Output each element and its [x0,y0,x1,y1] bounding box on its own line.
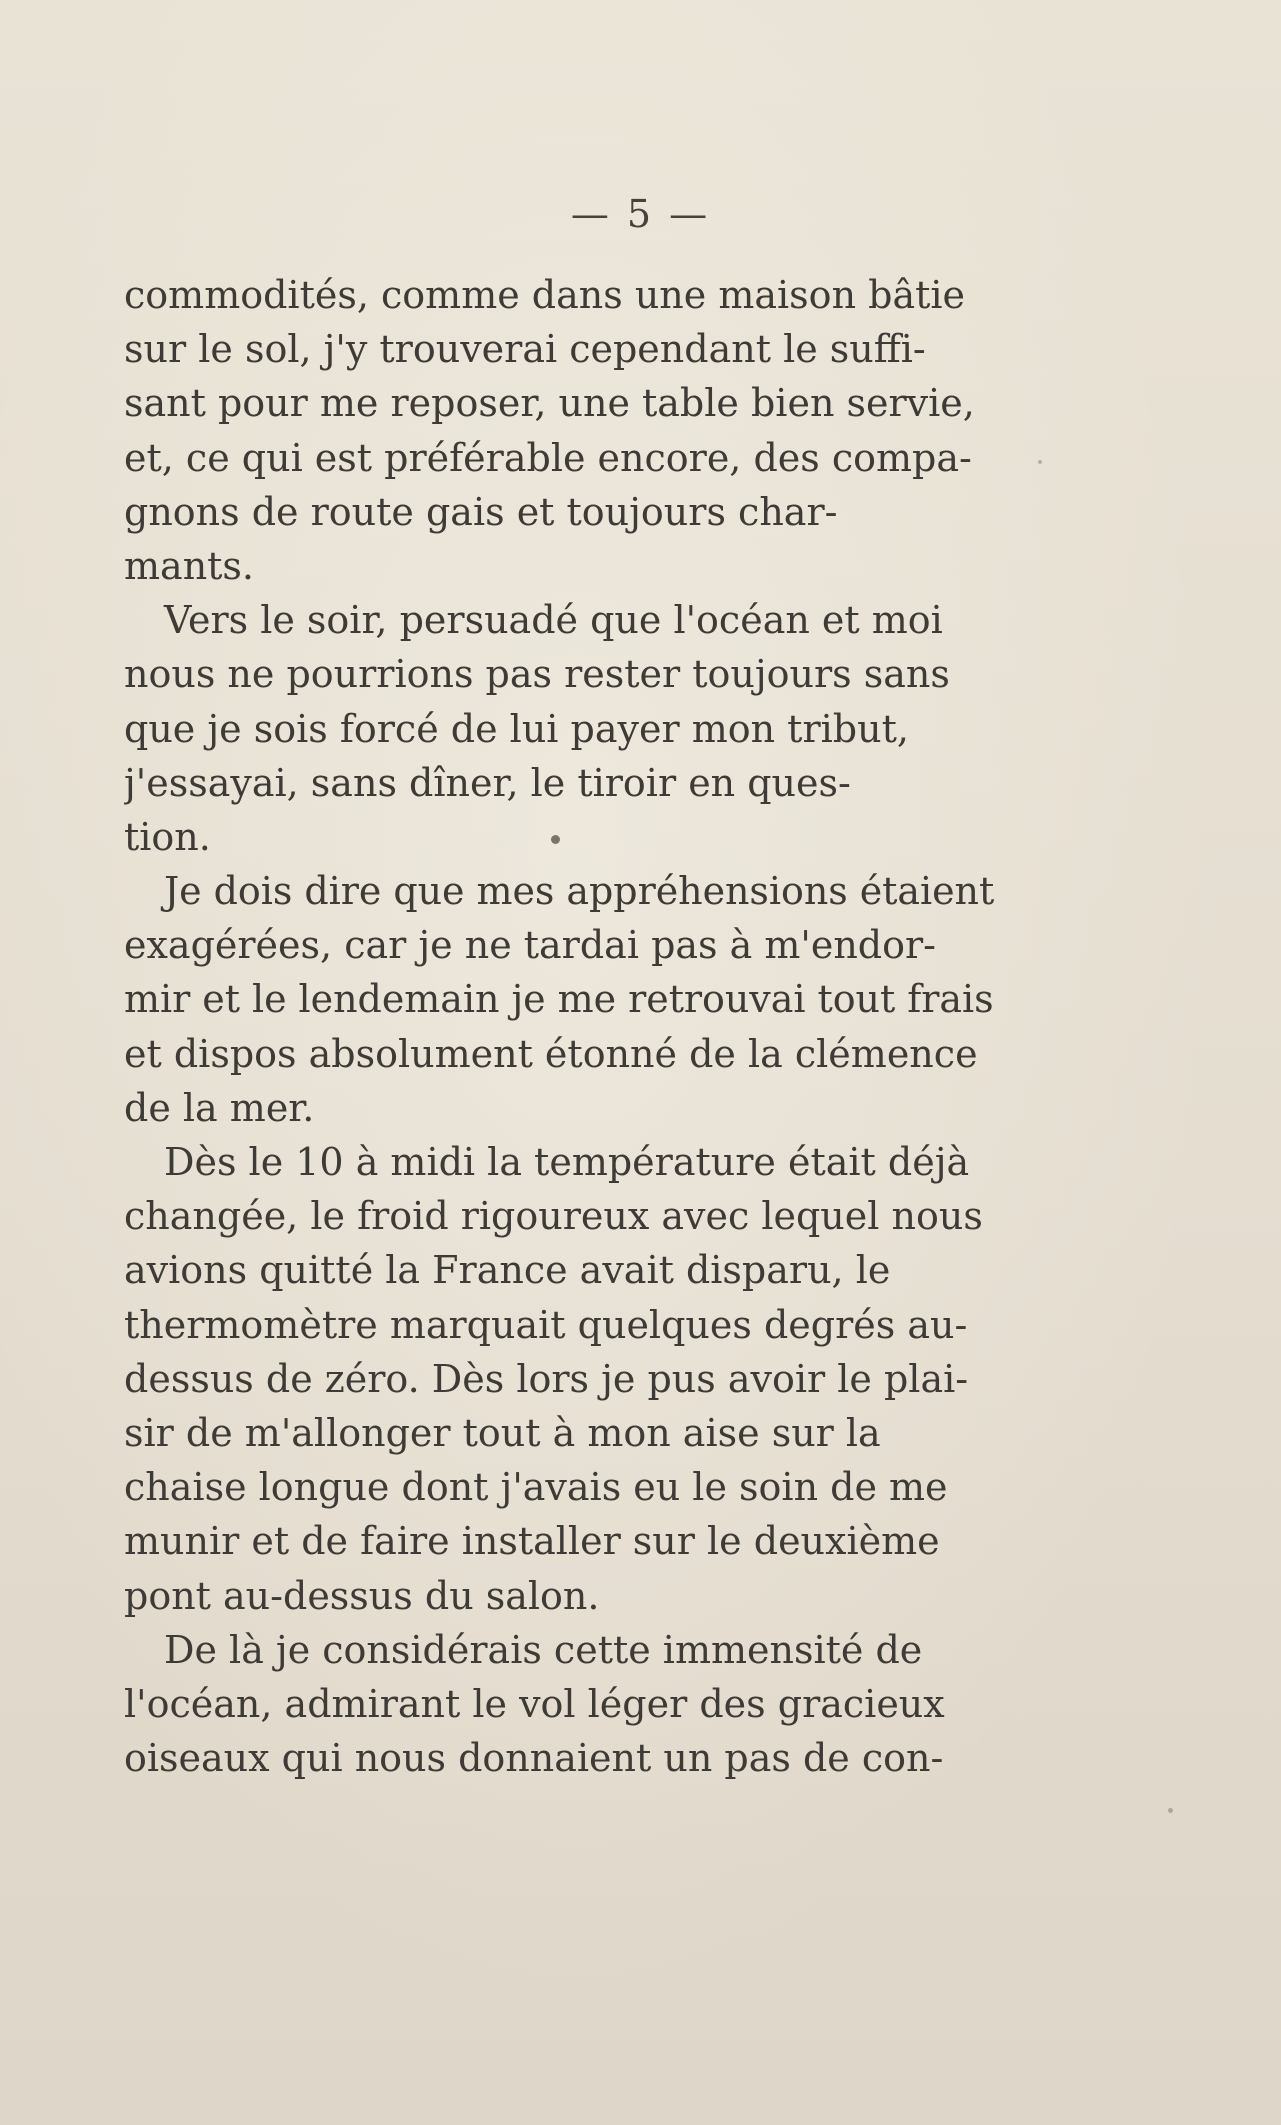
text-line: thermomètre marquait quelques degrés au- [124,1302,968,1347]
text-line: chaise longue dont j'avais eu le soin de me [124,1465,948,1510]
text-line: sir de m'allonger tout à mon aise sur la [124,1410,881,1455]
text-line: pont au-dessus du salon. [124,1573,600,1618]
text-line: Dès le 10 à midi la température était déjà [164,1140,970,1184]
text-line: nous ne pourrions pas rester toujours sans [124,652,950,697]
text-line: mir et le lendemain je me retrouvai tout frais [124,977,994,1022]
text-line: commodités, comme dans une maison bâtie [124,273,966,317]
text-line: avions quitté la France avait disparu, le [124,1248,891,1293]
text-line: dessus de zéro. Dès lors je pus avoir le plai- [124,1356,969,1401]
text-line: De là je considérais cette immensité de [164,1627,923,1672]
body-text [124,268,994,1785]
text-line: j'essayai, sans dîner, le tiroir en ques- [124,760,851,805]
text-line: l'océan, admirant le vol léger des gracieux [124,1681,945,1726]
ink-speck [1038,460,1042,464]
text-line: munir et de faire installer sur le deuxième [124,1519,940,1564]
text-line: sant pour me reposer, une table bien servie, [124,381,975,426]
text-line: Vers le soir, persuadé que l'océan et moi [164,598,943,643]
text-line: et dispos absolument étonné de la clémence [124,1031,978,1076]
text-line: gnons de route gais et toujours char- [124,489,838,534]
text-line: changée, le froid rigoureux avec lequel nous [124,1194,983,1239]
text-line: que je sois forcé de lui payer mon tribut, [124,706,909,751]
text-line: Je dois dire que mes appréhensions étaient [164,869,994,914]
text-line: exagérées, car je ne tardai pas à m'endor- [124,923,937,968]
ink-speck [551,835,560,844]
text-line: tion. [124,814,211,859]
page-number: — 5 — [570,192,711,236]
text-line: de la mer. [124,1085,315,1130]
text-line: sur le sol, j'y trouverai cependant le suffi- [124,327,926,372]
text-line: mants. [124,543,255,588]
text-line: et, ce qui est préférable encore, des compa- [124,435,972,480]
text-line: oiseaux qui nous donnaient un pas de con- [124,1736,944,1781]
ink-speck [1168,1808,1173,1813]
